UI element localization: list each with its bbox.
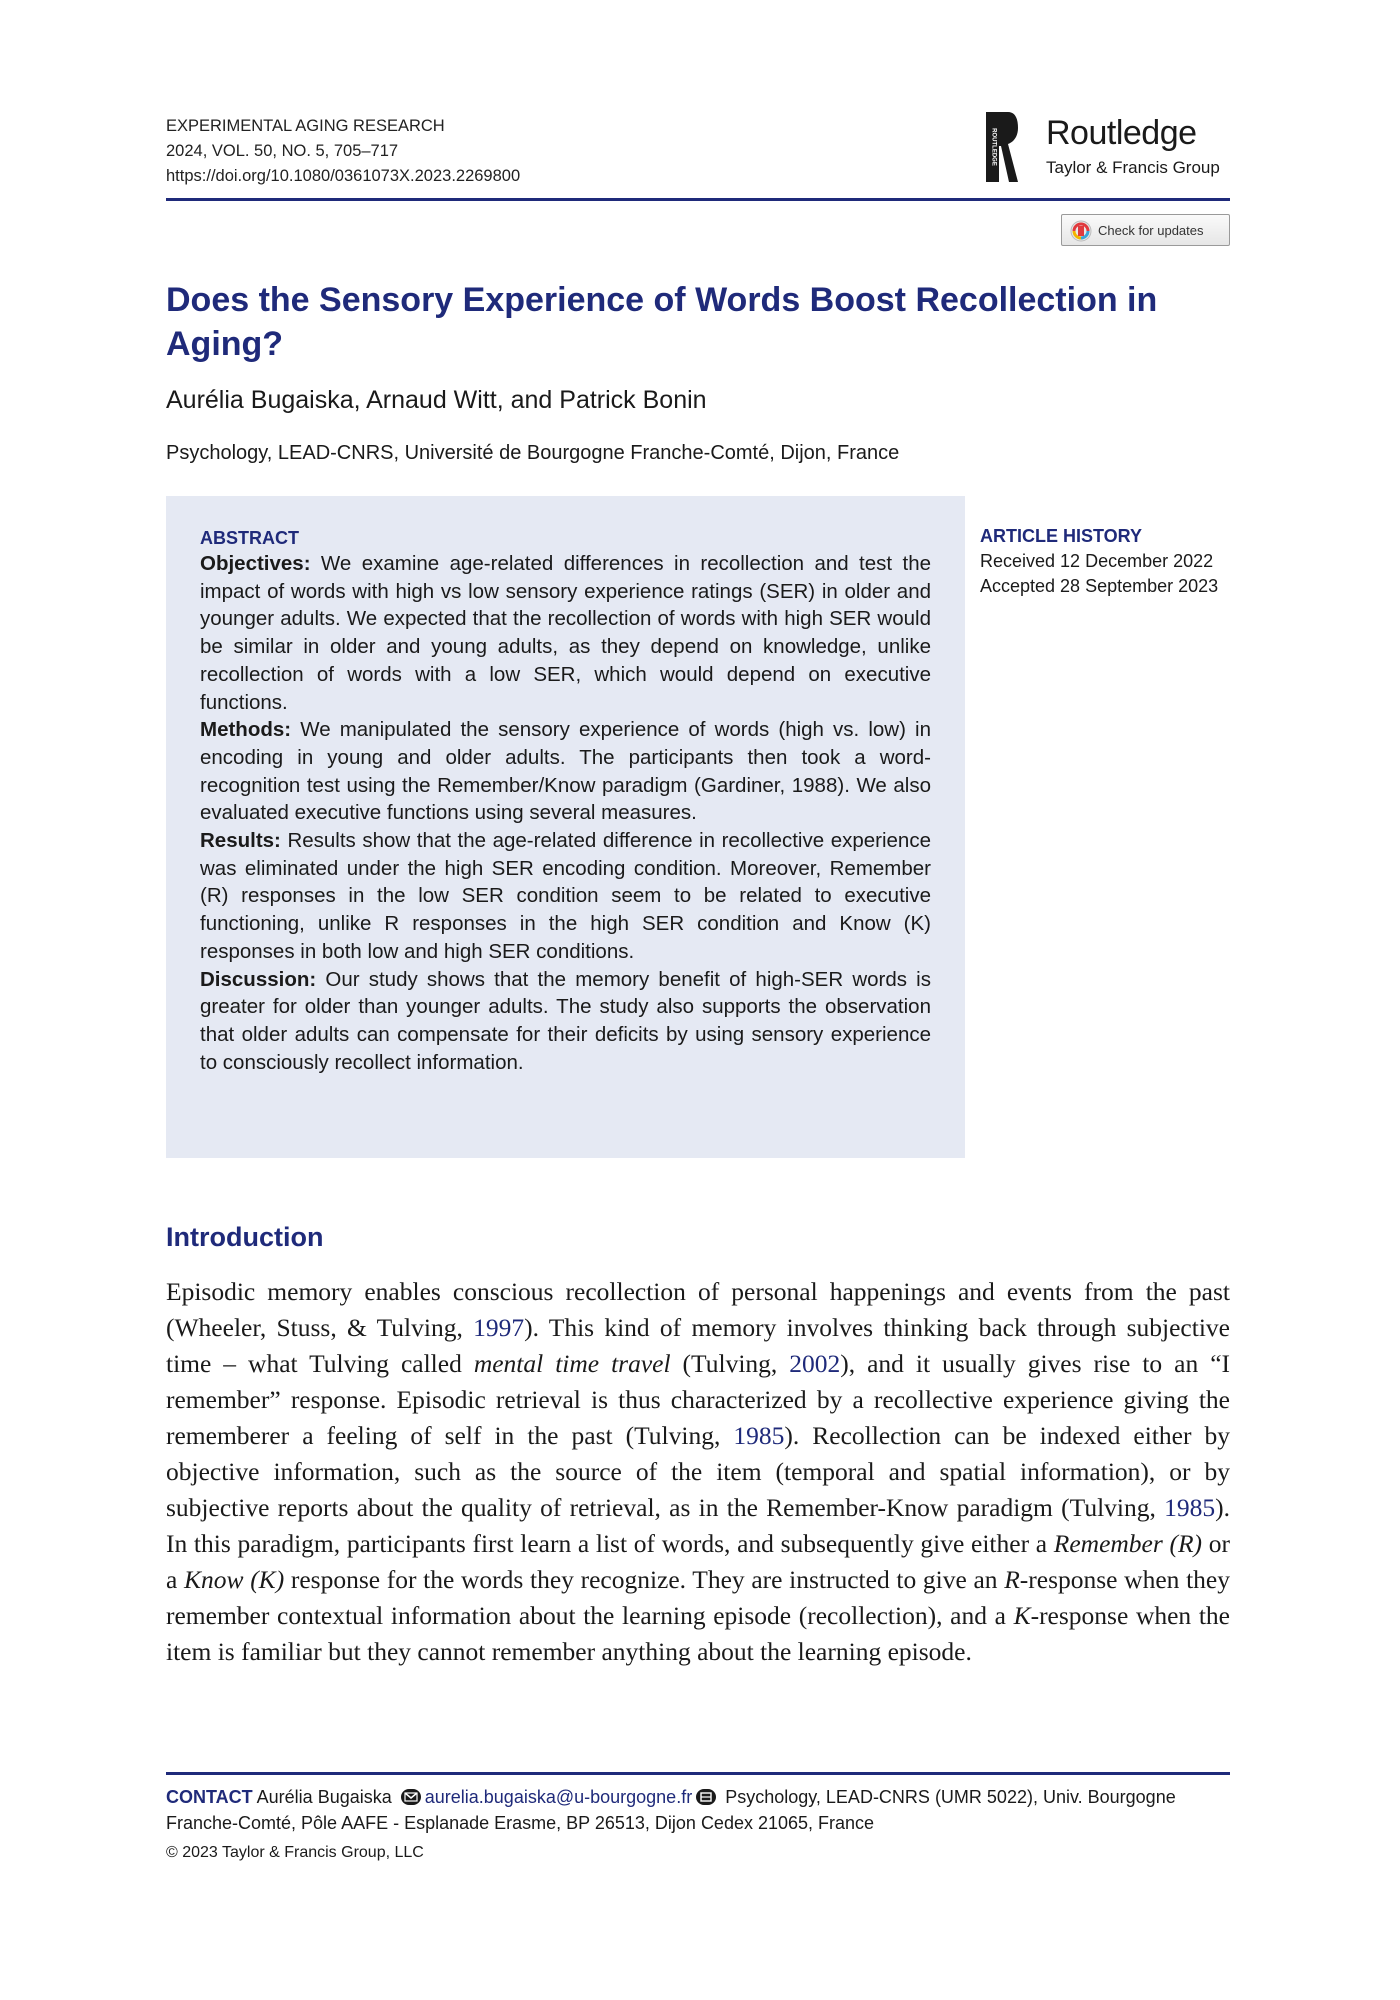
abstract-results xyxy=(200,827,931,966)
intro-text-5: ). Recollection can be indexed either by objective information, such as the source of the item (temporal and spatial information), or by subjective reports about the quality of retrieval, as in the Remember-Know paradigm (Tulving, xyxy=(166,1421,1230,1522)
doi-link[interactable]: https://doi.org/10.1080/0361073X.2023.2269800 xyxy=(166,167,521,185)
discussion-label: Discussion: xyxy=(200,967,317,991)
check-updates-label: Check for updates xyxy=(1098,222,1204,238)
history-received: Received 12 December 2022 xyxy=(980,551,1214,571)
discussion-text: Our study shows that the memory benefit of high-SER words is greater for older than younger adults. The study also supports the observation that older adults can compensate for their deficits by using sensory experience to consciously recollect information. xyxy=(200,967,931,1074)
intro-italic-2: Remember (R) xyxy=(1053,1529,1203,1558)
intro-italic-1: mental time travel xyxy=(473,1349,671,1378)
introduction-paragraph xyxy=(166,1274,1230,1670)
intro-text-10: -response when the item is familiar but they cannot remember anything about the learning episode. xyxy=(166,1601,1230,1666)
article-authors: Aurélia Bugaiska, Arnaud Witt, and Patrick Bonin xyxy=(166,386,707,414)
methods-text: We manipulated the sensory experience of words (high vs. low) in encoding in young and older adults. The participants then took a word-recognition test using the Remember/Know paradigm (Gardiner, 1988). We also evaluated executive functions using several measures. xyxy=(200,718,931,825)
intro-text-1: Episodic memory enables conscious recollection of personal happenings and events from the past (Wheeler, Stuss, & Tulving, xyxy=(166,1277,1230,1342)
check-for-updates-button[interactable] xyxy=(1061,214,1230,246)
intro-italic-5: K xyxy=(1013,1601,1031,1630)
abstract-box xyxy=(166,496,965,1158)
methods-label: Methods: xyxy=(200,718,292,742)
journal-meta xyxy=(166,114,520,189)
intro-text-4: ), and it usually gives rise to an “I remember” response. Episodic retrieval is thus characterized by a recollective experience giving the rememberer a feeling of self in the past (Tulving, xyxy=(166,1349,1230,1450)
intro-text-2: ). This kind of memory involves thinking back through subjective time – what Tulving called xyxy=(166,1313,1230,1378)
results-text: Results show that the age-related difference in recollective experience was eliminated under the high SER encoding condition. Moreover, Remember (R) responses in the low SER condition seem to be related to executive functioning, unlike R responses in the high SER condition and Know (K) responses in both low and high SER conditions. xyxy=(200,829,931,963)
citation-link[interactable]: 2002 xyxy=(789,1349,841,1378)
citation-link[interactable]: 1997 xyxy=(473,1313,525,1342)
objectives-label: Objectives: xyxy=(200,552,311,575)
article-affiliation: Psychology, LEAD-CNRS, Université de Bourgogne Franche-Comté, Dijon, France xyxy=(166,442,900,464)
footer-rule xyxy=(166,1772,1230,1775)
contact-email[interactable]: aurelia.bugaiska@u-bourgogne.fr xyxy=(424,1787,693,1807)
routledge-logo-icon xyxy=(986,112,1018,182)
article-history xyxy=(980,524,1218,599)
contact-name: Aurélia Bugaiska xyxy=(252,1787,397,1807)
header-rule xyxy=(166,198,1230,201)
intro-text-6: ). In this paradigm, participants first learn a list of words, and subsequently give either a xyxy=(166,1493,1230,1558)
publisher-logo xyxy=(986,112,1236,184)
copyright: © 2023 Taylor & Francis Group, LLC xyxy=(166,1844,424,1861)
intro-text-3: (Tulving, xyxy=(670,1349,790,1378)
abstract-objectives xyxy=(200,550,931,716)
intro-italic-4: R xyxy=(1004,1565,1020,1594)
crossmark-icon xyxy=(1070,220,1092,242)
article-title: Does the Sensory Experience of Words Boost Recollection in Aging? xyxy=(166,281,1158,363)
citation-link[interactable]: 1985 xyxy=(1164,1493,1216,1522)
citation-link[interactable]: 1985 xyxy=(733,1421,785,1450)
contact-address: Psychology, LEAD-CNRS (UMR 5022), Univ. Bourgogne Franche-Comté, Pôle AAFE - Esplanade Erasme, BP 26513, Dijon Cedex 21065, France xyxy=(166,1787,1176,1833)
email-icon xyxy=(400,1788,422,1806)
abstract-heading: ABSTRACT xyxy=(200,528,299,548)
abstract-methods xyxy=(200,716,931,827)
contact-label: CONTACT xyxy=(166,1787,253,1807)
abstract-discussion xyxy=(200,966,931,1077)
history-accepted: Accepted 28 September 2023 xyxy=(980,576,1219,596)
objectives-text: We examine age-related differences in recollection and test the impact of words with high vs low sensory experience ratings (SER) in older and younger adults. We expected that the recollection of words with high SER would be similar in older and young adults, as they depend on knowledge, unlike recollection of words with a low SER, which would depend on executive functions. xyxy=(200,552,931,714)
publisher-name: Routledge xyxy=(1046,114,1197,152)
intro-text-9: -response when they remember contextual information about the learning episode (recollection), and a xyxy=(166,1565,1230,1630)
publisher-group: Taylor & Francis Group xyxy=(1046,158,1220,177)
results-label: Results: xyxy=(200,829,281,853)
journal-name: EXPERIMENTAL AGING RESEARCH xyxy=(166,117,445,135)
journal-volume: 2024, VOL. 50, NO. 5, 705–717 xyxy=(166,142,399,160)
intro-text-8: response for the words they recognize. They are instructed to give an xyxy=(284,1565,1005,1594)
address-icon xyxy=(695,1788,717,1806)
logo-vertical-text: ROUTLEDGE xyxy=(990,128,997,166)
intro-italic-3: Know (K) xyxy=(184,1565,285,1594)
contact-info xyxy=(166,1784,1230,1836)
history-heading: ARTICLE HISTORY xyxy=(980,526,1143,546)
intro-text-7: or a xyxy=(166,1529,1230,1594)
introduction-heading: Introduction xyxy=(166,1222,324,1252)
